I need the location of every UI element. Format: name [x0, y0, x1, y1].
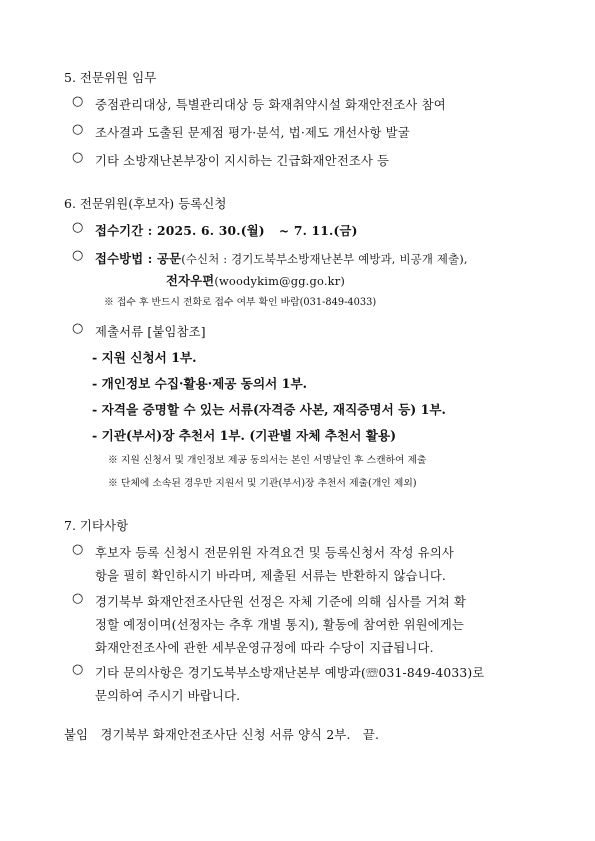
section-7-item-3-line-1: 기타 문의사항은 경기도북부소방재난본부 예방과(☏031-849-4033)로: [95, 666, 485, 680]
application-method-label: 접수방법 :: [95, 251, 158, 266]
bullet-icon: ○: [72, 220, 84, 235]
section-7-item-3-line-2: 문의하여 주시기 바랍니다.: [95, 689, 241, 703]
section-7-item-2-line-3: 화재안전조사에 관한 세부운영규정에 따라 수당이 지급됩니다.: [95, 641, 434, 655]
bullet-icon: ○: [72, 591, 84, 606]
method-official-letter: 공문: [157, 251, 182, 266]
application-period: [95, 221, 358, 239]
section-5-item-3: 기타 소방재난본부장이 지시하는 긴급화재안전조사 등: [95, 154, 390, 168]
section-7-title: 7. 기타사항: [64, 518, 129, 533]
document-note-2: ※ 단체에 소속된 경우만 지원서 및 기관(부서)장 추천서 제출(개인 제외): [108, 478, 417, 489]
bullet-icon: ○: [72, 321, 84, 336]
document-item-3: - 자격을 증명할 수 있는 서류(자격증 사본, 재직증명서 등) 1부.: [92, 402, 446, 417]
attachment-note: 붙임 경기북부 화재안전조사단 신청 서류 양식 2부. 끝.: [64, 728, 380, 742]
document-item-2: - 개인정보 수집·활용·제공 동의서 1부.: [92, 376, 307, 391]
application-period-end: ~ 7. 11.(금): [278, 223, 358, 238]
method-email-label: 전자우편: [166, 273, 215, 288]
section-5-title: 5. 전문위원 임무: [64, 70, 157, 85]
method-email-address: (woodykim@gg.go.kr): [214, 274, 346, 288]
section-7-item-1-line-2: 항을 필히 확인하시기 바라며, 제출된 서류는 반환하지 않습니다.: [95, 569, 447, 583]
method-note: ※ 접수 후 반드시 전화로 접수 여부 확인 바람(031-849-4033): [104, 297, 377, 308]
bullet-icon: ○: [72, 662, 84, 677]
bullet-icon: ○: [72, 94, 84, 109]
bullet-icon: ○: [72, 150, 84, 165]
application-method: [95, 249, 468, 267]
bullet-icon: ○: [72, 122, 84, 137]
document-item-1: - 지원 신청서 1부.: [92, 350, 197, 365]
section-7-item-2-line-1: 경기북부 화재안전조사단원 선정은 자체 기준에 의해 심사를 거쳐 확: [95, 595, 467, 609]
document-item-4: - 기관(부서)장 추천서 1부. (기관별 자체 추천서 활용): [92, 428, 397, 443]
documents-title: 제출서류 [붙임참조]: [95, 325, 206, 339]
section-7-item-2-line-2: 정할 예정이며(선정자는 추후 개별 통지), 활동에 참여한 위원에게는: [95, 618, 464, 632]
section-7-item-1-line-1: 후보자 등록 신청시 전문위원 자격요건 및 등록신청서 작성 유의사: [95, 546, 454, 560]
application-period-label: 접수기간 : 2025. 6. 30.(월): [95, 223, 265, 238]
section-6-title: 6. 전문위원(후보자) 등록신청: [64, 196, 227, 211]
section-5-item-1: 중점관리대상, 특별관리대상 등 화재취약시설 화재안전조사 참여: [95, 98, 446, 112]
document-note-1: ※ 지원 신청서 및 개인정보 제공 동의서는 본인 서명날인 후 스캔하여 제출: [108, 455, 427, 466]
method-official-letter-detail: (수신처 : 경기도북부소방재난본부 예방과, 비공개 제출),: [181, 252, 468, 266]
bullet-icon: ○: [72, 542, 84, 557]
bullet-icon: ○: [72, 248, 84, 263]
application-method-email: [166, 271, 345, 289]
section-5-item-2: 조사결과 도출된 문제점 평가·분석, 법·제도 개선사항 발굴: [95, 126, 410, 140]
